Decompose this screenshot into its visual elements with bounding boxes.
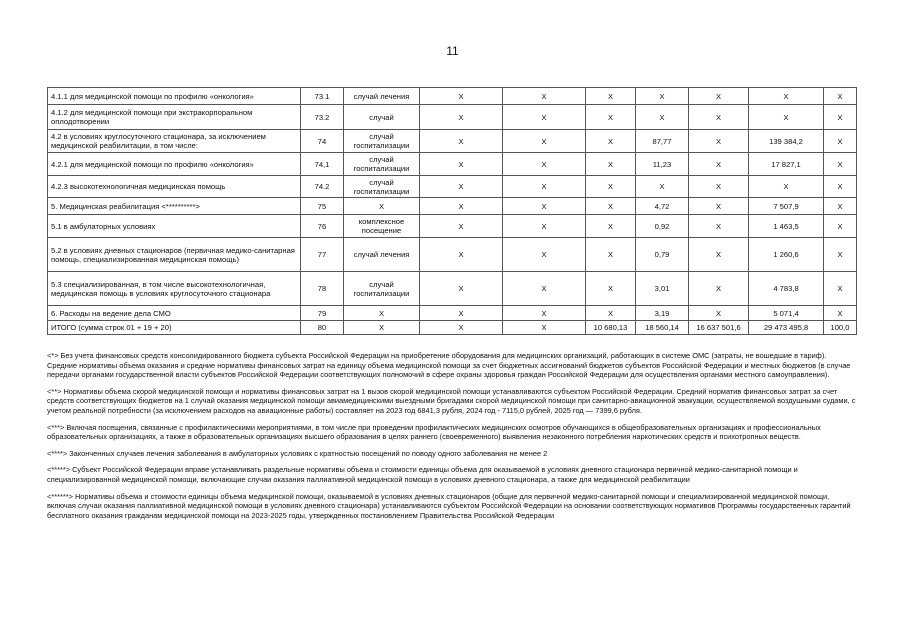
value-cell: X xyxy=(503,130,586,153)
value-cell: X xyxy=(689,88,749,105)
table-row xyxy=(48,88,857,105)
value-cell: 17 827,1 xyxy=(749,153,824,176)
value-cell: X xyxy=(824,272,857,306)
value-cell: X xyxy=(824,176,857,198)
value-cell: X xyxy=(586,153,636,176)
footnote-3: <***> Включая посещения, связанные с профилактическими мероприятиями, в том числе при проведении профилактических медицинских осмотров обучающихся в общеобразовательных организациях и профессиональных образовательных организациях, а также в образовательных организациях высшего образования в целях раннего (своевременного) выявления незаконного потребления наркотических средств и психотропных веществ. xyxy=(47,422,821,442)
row-code-cell: 74 xyxy=(301,130,344,153)
value-cell: X xyxy=(586,88,636,105)
value-cell: 29 473 495,8 xyxy=(749,321,824,335)
value-cell: X xyxy=(689,306,749,321)
value-cell: X xyxy=(824,88,857,105)
row-code-cell: 73.1 xyxy=(301,88,344,105)
value-cell: X xyxy=(586,306,636,321)
value-cell: 7 507,9 xyxy=(749,198,824,215)
value-cell: X xyxy=(420,272,503,306)
footnote-5: <*****> Субъект Российской Федерации вправе устанавливать раздельные нормативы объема и стоимости единицы объема для оказываемой в условиях дневного стационара первичной медико-санитарной помощи и специализированной медицинской помощи, включающие случаи оказания паллиативной медицинской помощи в условиях дневного стационара, а также для медицинской реабилитации xyxy=(47,465,798,484)
value-cell: X xyxy=(824,238,857,272)
value-cell: X xyxy=(586,198,636,215)
row-name-cell: 4.1.1 для медицинской помощи по профилю «онкология» xyxy=(48,88,301,105)
table-row xyxy=(48,198,857,215)
value-cell: 0,79 xyxy=(636,238,689,272)
row-code-cell: 75 xyxy=(301,198,344,215)
value-cell: X xyxy=(420,306,503,321)
row-code-cell: 77 xyxy=(301,238,344,272)
value-cell: X xyxy=(689,105,749,130)
value-cell: X xyxy=(749,88,824,105)
value-cell: X xyxy=(824,306,857,321)
unit-cell: случай госпитализации xyxy=(344,130,420,153)
normatives-table xyxy=(47,87,857,335)
row-name-cell: 5.1 в амбулаторных условиях xyxy=(48,215,301,238)
footnote-2: <**> Нормативы объема скорой медицинской помощи и нормативы финансовых затрат на 1 вызов скорой медицинской помощи устанавливаются субъектом Российской Федерации. Средний норматив финансовых затрат за счет средств соответствующих бюджетов на 1 случай оказания медицинской помощи авиамедицинскими выездными бригадами скорой медицинской помощи при санитарно-авиационной эвакуации, осуществляемой воздушными судами, с учетом реальной потребности (за исключением расходов на авиационные работы) составляет на 2023 год 6841,3 рубля, 2024 год - 7115,0 рублей, 2025 год — 7399,6 рубля. xyxy=(47,386,856,415)
value-cell: 10 680,13 xyxy=(586,321,636,335)
value-cell: X xyxy=(420,105,503,130)
row-code-cell: 76 xyxy=(301,215,344,238)
table-row xyxy=(48,130,857,153)
value-cell: 3,19 xyxy=(636,306,689,321)
row-code-cell: 73.2 xyxy=(301,105,344,130)
footnote-1: <*> Без учета финансовых средств консолидированного бюджета субъекта Российской Федерации на приобретение оборудования для медицинских организаций, работающих в системе ОМС (затраты, не вошедшие в тариф). Средние нормативы объема оказания и средние нормативы финансовых затрат на единицу объема медицинской помощи за счет бюджетных ассигнований бюджетов субъектов Российской Федерации и местных бюджетов (в случае передачи органами государственной власти субъектов Российской Федерации соответствующих полномочий в сфере охраны здоровья граждан Российской Федерации для осуществления органами местного самоуправления). xyxy=(47,351,851,380)
value-cell: X xyxy=(420,215,503,238)
value-cell: X xyxy=(824,105,857,130)
row-code-cell: 78 xyxy=(301,272,344,306)
row-code-cell: 74,1 xyxy=(301,153,344,176)
footnote-6: <******> Нормативы объема и стоимости единицы объема медицинской помощи, оказываемой в условиях дневных стационаров (общие для первичной медико-санитарной помощи и специализированной медицинской помощи, включая случаи оказания паллиативной медицинской помощи в условиях дневного стационара) устанавливаются субъектом Российской Федерации на основании соответствующих нормативов Программы государственных гарантий бесплатного оказания гражданам медицинской помощи на 2023-2025 годы, утвержденных постановлением Правительства Российской Федерации xyxy=(47,491,851,520)
value-cell: X xyxy=(503,153,586,176)
value-cell: 1 463,5 xyxy=(749,215,824,238)
value-cell: X xyxy=(586,215,636,238)
value-cell: X xyxy=(420,130,503,153)
value-cell: 4 783,8 xyxy=(749,272,824,306)
value-cell: 5 071,4 xyxy=(749,306,824,321)
value-cell: 11,23 xyxy=(636,153,689,176)
value-cell: X xyxy=(503,105,586,130)
value-cell: 139 384,2 xyxy=(749,130,824,153)
value-cell: X xyxy=(636,88,689,105)
value-cell: X xyxy=(636,176,689,198)
value-cell: X xyxy=(586,238,636,272)
value-cell: X xyxy=(689,198,749,215)
row-name-cell: ИТОГО (сумма строк 01 + 19 + 20) xyxy=(48,321,301,335)
row-name-cell: 6. Расходы на ведение дела СМО xyxy=(48,306,301,321)
value-cell: 1 260,6 xyxy=(749,238,824,272)
value-cell: X xyxy=(420,153,503,176)
table-row xyxy=(48,321,857,335)
row-name-cell: 4.2.1 для медицинской помощи по профилю «онкология» xyxy=(48,153,301,176)
value-cell: X xyxy=(636,105,689,130)
value-cell: X xyxy=(689,130,749,153)
unit-cell: X xyxy=(344,321,420,335)
value-cell: X xyxy=(824,153,857,176)
value-cell: X xyxy=(503,176,586,198)
value-cell: X xyxy=(420,198,503,215)
footnotes xyxy=(47,351,856,527)
value-cell: X xyxy=(586,130,636,153)
value-cell: X xyxy=(824,130,857,153)
table-row xyxy=(48,176,857,198)
row-name-cell: 4.2 в условиях круглосуточного стационара, за исключением медицинской реабилитации, в том числе: xyxy=(48,130,301,153)
value-cell: X xyxy=(503,215,586,238)
value-cell: X xyxy=(503,238,586,272)
page-number: 11 xyxy=(446,44,459,58)
value-cell: X xyxy=(586,105,636,130)
row-code-cell: 80 xyxy=(301,321,344,335)
footnote-4: <****> Законченных случаев лечения заболевания в амбулаторных условиях с кратностью посещений по поводу одного заболевания не менее 2 xyxy=(47,448,548,458)
row-name-cell: 4.1.2 для медицинской помощи при экстракорпоральном оплодотворении xyxy=(48,105,301,130)
unit-cell: случай госпитализации xyxy=(344,272,420,306)
value-cell: 3,01 xyxy=(636,272,689,306)
value-cell: X xyxy=(749,105,824,130)
value-cell: X xyxy=(420,176,503,198)
unit-cell: случай лечения xyxy=(344,238,420,272)
value-cell: X xyxy=(420,238,503,272)
unit-cell: случай лечения xyxy=(344,88,420,105)
table-row xyxy=(48,272,857,306)
value-cell: X xyxy=(689,238,749,272)
value-cell: X xyxy=(689,215,749,238)
value-cell: X xyxy=(824,198,857,215)
unit-cell: X xyxy=(344,306,420,321)
row-name-cell: 5.3 специализированная, в том числе высокотехнологичная, медицинская помощь в условиях круглосуточного стационара xyxy=(48,272,301,306)
table-row xyxy=(48,153,857,176)
value-cell: X xyxy=(503,306,586,321)
row-code-cell: 79 xyxy=(301,306,344,321)
value-cell: X xyxy=(689,153,749,176)
row-name-cell: 5. Медицинская реабилитация <**********> xyxy=(48,198,301,215)
table-body xyxy=(48,88,857,335)
value-cell: 87,77 xyxy=(636,130,689,153)
value-cell: X xyxy=(503,272,586,306)
row-code-cell: 74.2 xyxy=(301,176,344,198)
value-cell: 18 560,14 xyxy=(636,321,689,335)
unit-cell: случай госпитализации xyxy=(344,176,420,198)
value-cell: X xyxy=(689,176,749,198)
value-cell: 4,72 xyxy=(636,198,689,215)
value-cell: X xyxy=(503,198,586,215)
row-name-cell: 5.2 в условиях дневных стационаров (первичная медико-санитарная помощь, специализированная медицинская помощь) xyxy=(48,238,301,272)
unit-cell: случай госпитализации xyxy=(344,153,420,176)
value-cell: X xyxy=(586,176,636,198)
value-cell: X xyxy=(420,321,503,335)
value-cell: X xyxy=(503,321,586,335)
table-row xyxy=(48,238,857,272)
table-row xyxy=(48,215,857,238)
value-cell: X xyxy=(824,215,857,238)
table-row xyxy=(48,306,857,321)
value-cell: 16 637 501,6 xyxy=(689,321,749,335)
unit-cell: комплексное посещение xyxy=(344,215,420,238)
value-cell: 100,0 xyxy=(824,321,857,335)
value-cell: X xyxy=(420,88,503,105)
value-cell: X xyxy=(586,272,636,306)
value-cell: X xyxy=(749,176,824,198)
value-cell: 0,92 xyxy=(636,215,689,238)
unit-cell: случай xyxy=(344,105,420,130)
unit-cell: X xyxy=(344,198,420,215)
value-cell: X xyxy=(689,272,749,306)
value-cell: X xyxy=(503,88,586,105)
row-name-cell: 4.2.3 высокотехнологичная медицинская помощь xyxy=(48,176,301,198)
table-row xyxy=(48,105,857,130)
